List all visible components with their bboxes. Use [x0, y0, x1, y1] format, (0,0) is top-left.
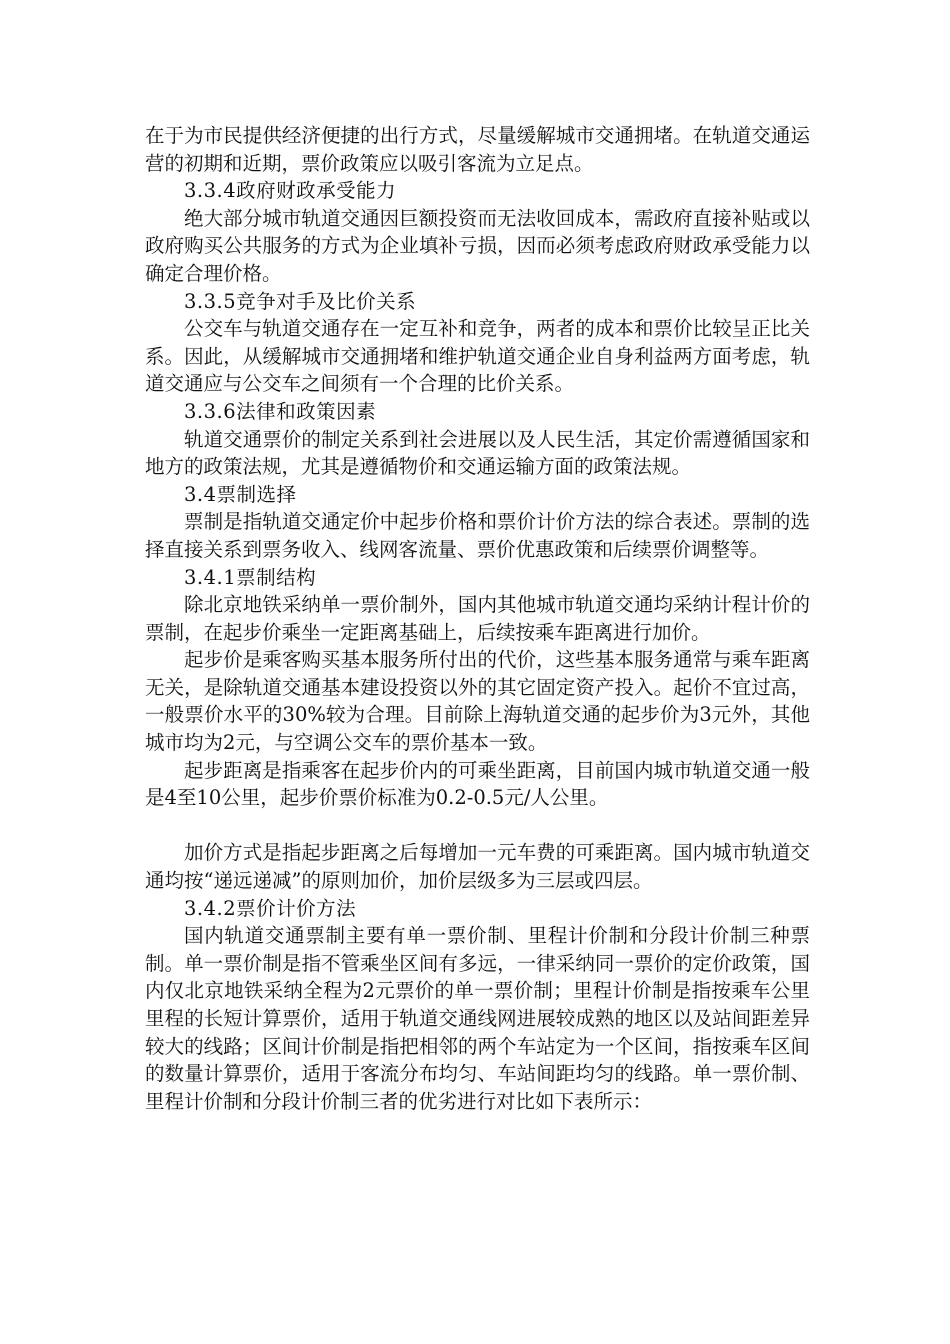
paragraph-continuation: 在于为市民提供经济便捷的出行方式，尽量缓解城市交通拥堵。在轨道交通运营的初期和近期，票价政策应以吸引客流为立足点。 [145, 124, 810, 175]
paragraph-ticket-system: 票制是指轨道交通定价中起步价格和票价计价方法的综合表述。票制的选择直接关系到票务收入、线网客流量、票价优惠政策和后续票价调整等。 [145, 510, 810, 561]
section-heading-3-4-2: 3.4.2票价计价方法 [184, 896, 357, 920]
blank-line [145, 812, 810, 840]
paragraph-pricing-methods: 国内轨道交通票制主要有单一票价制、里程计价制和分段计价制三种票制。单一票价制是指不管乘坐区间有多远，一律采纳同一票价的定价政策，国内仅北京地铁采纳全程为2元票价的单一票价制；里程计价制是指按乘车公里里程的长短计算票价，适用于轨道交通线网进展较成熟的地区以及站间距差异较大的线路；区间计价制是指把相邻的两个车站定为一个区间，指按乘车区间的数量计算票价，适用于客流分布均匀、车站间距均匀的线路。单一票价制、里程计价制和分段计价制三者的优劣进行对比如下表所示： [145, 924, 810, 1113]
paragraph-starting-fare: 起步价是乘客购买基本服务所付出的代价，这些基本服务通常与乘车距离无关，是除轨道交通基本建设投资以外的其它固定资产投入。起价不宜过高，一般票价水平的30%较为合理。目前除上海轨道交通的起步价为3元外，其他城市均为2元，与空调公交车的票价基本一致。 [145, 648, 810, 755]
section-heading-3-3-6: 3.3.6法律和政策因素 [184, 399, 377, 423]
paragraph-competition: 公交车与轨道交通存在一定互补和竞争，两者的成本和票价比较呈正比关系。因此，从缓解城市交通拥堵和维护轨道交通企业自身利益两方面考虑，轨道交通应与公交车之间须有一个合理的比价关系。 [145, 317, 810, 396]
document-page [145, 122, 810, 1115]
paragraph-law-policy: 轨道交通票价的制定关系到社会进展以及人民生活，其定价需遵循国家和地方的政策法规，尤其是遵循物价和交通运输方面的政策法规。 [145, 427, 810, 479]
paragraph-surcharge-method: 加价方式是指起步距离之后每增加一元车费的可乘距离。国内城市轨道交通均按“递远递减”的原则加价，加价层级多为三层或四层。 [145, 841, 810, 893]
paragraph-fiscal-capacity: 绝大部分城市轨道交通因巨额投资而无法收回成本，需政府直接补贴或以政府购买公共服务的方式为企业填补亏损，因而必须考虑政府财政承受能力以确定合理价格。 [145, 206, 810, 285]
paragraph-ticket-structure: 除北京地铁采纳单一票价制外，国内其他城市轨道交通均采纳计程计价的票制，在起步价乘坐一定距离基础上，后续按乘车距离进行加价。 [145, 593, 810, 644]
section-heading-3-4-1: 3.4.1票制结构 [184, 565, 317, 589]
section-heading-3-3-5: 3.3.5竞争对手及比价关系 [184, 289, 417, 313]
section-heading-3-3-4: 3.3.4政府财政承受能力 [184, 179, 397, 203]
section-heading-3-4: 3.4票制选择 [184, 482, 297, 506]
paragraph-starting-distance: 起步距离是指乘客在起步价内的可乘坐距离，目前国内城市轨道交通一般是4至10公里，起步价票价标准为0.2-0.5元/人公里。 [145, 758, 810, 810]
